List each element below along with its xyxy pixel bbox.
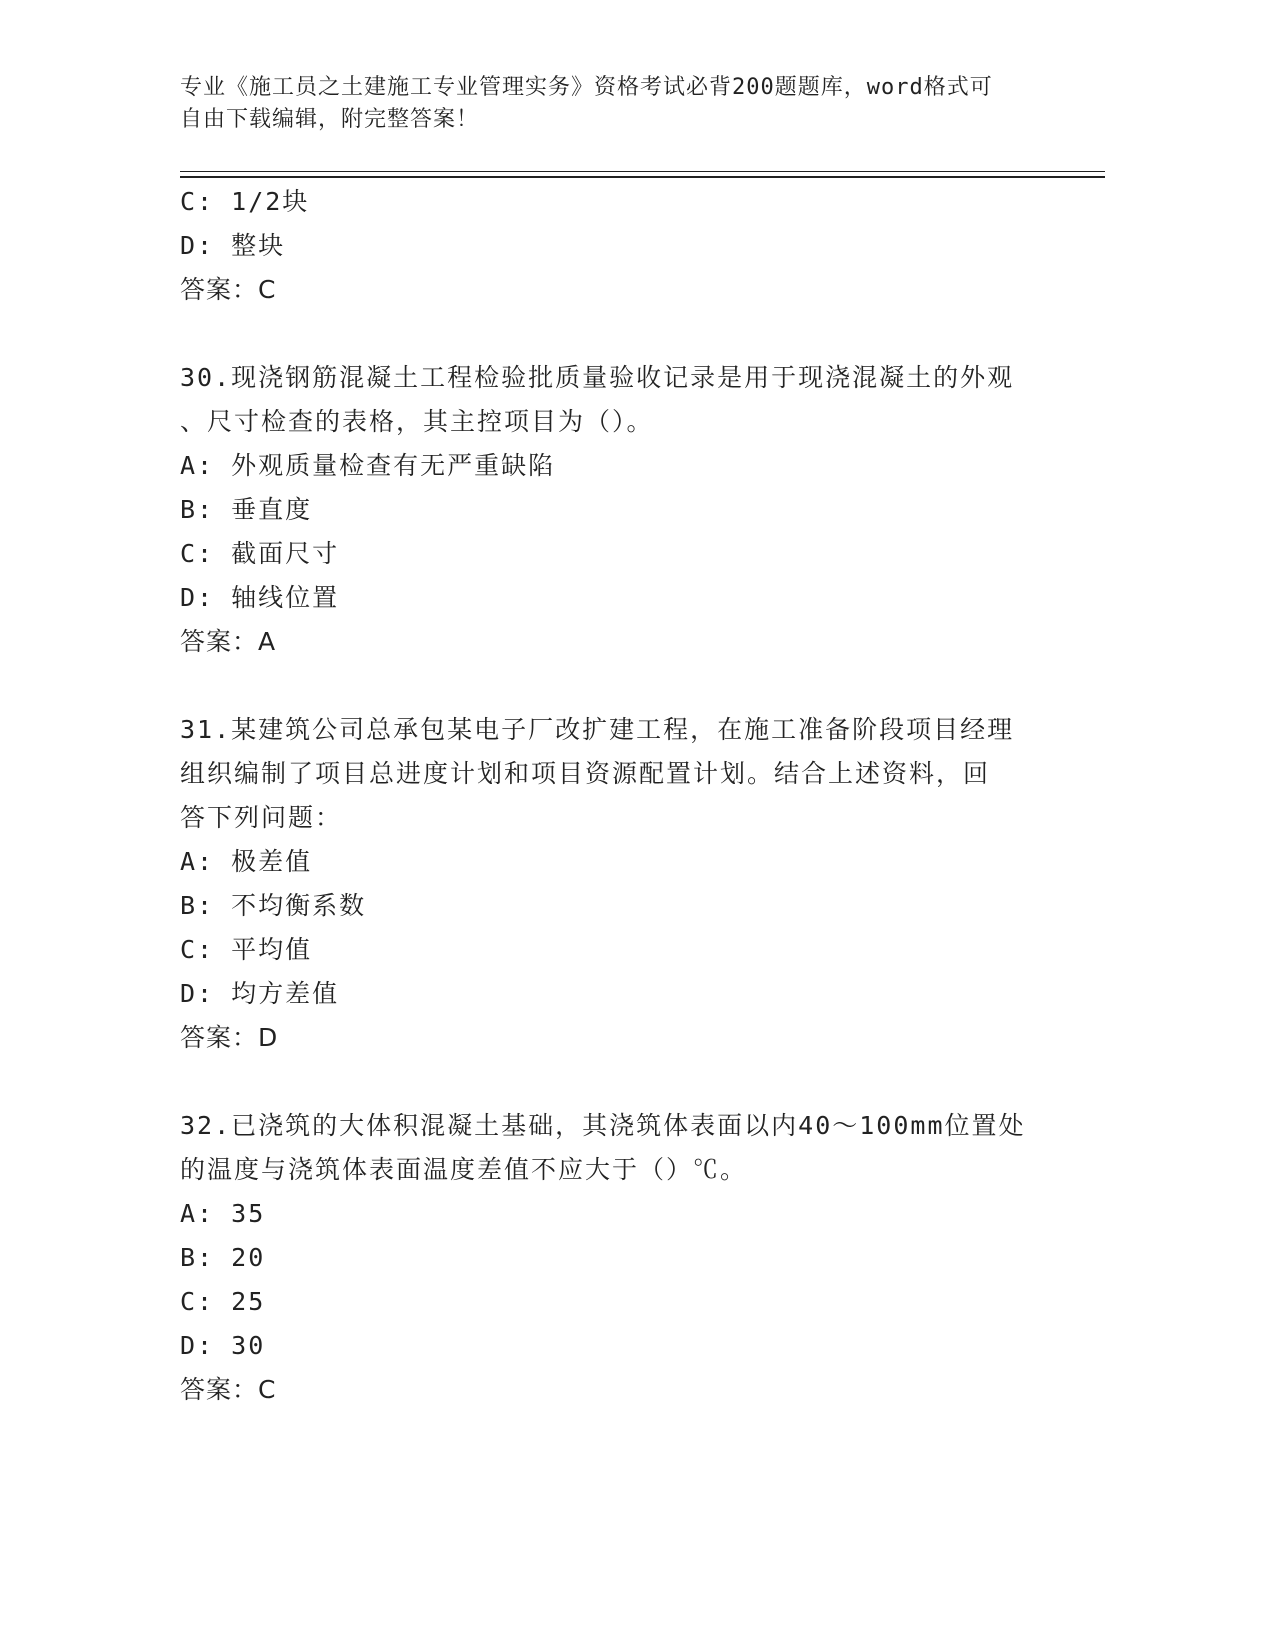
- option-b: B: 垂直度: [180, 495, 313, 524]
- question-text-line-1: 31.某建筑公司总承包某电子厂改扩建工程，在施工准备阶段项目经理: [180, 715, 1015, 744]
- option-d: D: 整块: [180, 231, 286, 260]
- question-31: [180, 708, 1040, 1060]
- header-title-line-2: 自由下载编辑，附完整答案！: [180, 107, 480, 132]
- question-text-line-2: 的温度与浇筑体表面温度差值不应大于（）℃。: [180, 1155, 748, 1184]
- answer-line: 答案：C: [180, 275, 277, 304]
- option-a: A: 35: [180, 1199, 266, 1228]
- option-c: C: 截面尺寸: [180, 539, 340, 568]
- answer-line: 答案：A: [180, 627, 277, 656]
- question-32: [180, 1104, 1040, 1412]
- option-c: C: 25: [180, 1287, 266, 1316]
- question-30: [180, 356, 1040, 664]
- question-text-line-2: 、尺寸检查的表格，其主控项目为（）。: [180, 407, 654, 436]
- option-d: D: 均方差值: [180, 979, 340, 1008]
- header-title-line-1: 专业《施工员之土建施工专业管理实务》资格考试必背200题题库，word格式可: [180, 75, 993, 100]
- option-d: D: 30: [180, 1331, 266, 1360]
- answer-line: 答案：C: [180, 1375, 277, 1404]
- option-b: B: 20: [180, 1243, 266, 1272]
- question-text-line-1: 30.现浇钢筋混凝土工程检验批质量验收记录是用于现浇混凝土的外观: [180, 363, 1015, 392]
- header-divider-thin: [180, 171, 1105, 172]
- question-text-line-3: 答下列问题：: [180, 803, 343, 832]
- option-d: D: 轴线位置: [180, 583, 340, 612]
- option-b: B: 不均衡系数: [180, 891, 367, 920]
- option-a: A: 极差值: [180, 847, 313, 876]
- question-text-line-2: 组织编制了项目总进度计划和项目资源配置计划。结合上述资料，回: [180, 759, 991, 788]
- question-text-line-1: 32.已浇筑的大体积混凝土基础，其浇筑体表面以内40～100mm位置处: [180, 1111, 1026, 1140]
- prev-question-tail: [180, 180, 1040, 312]
- document-header: [180, 72, 1040, 136]
- document-body: [180, 180, 1040, 1412]
- answer-line: 答案：D: [180, 1023, 279, 1052]
- option-c: C: 平均值: [180, 935, 313, 964]
- header-divider-thick: [180, 176, 1105, 178]
- option-a: A: 外观质量检查有无严重缺陷: [180, 451, 556, 480]
- option-c: C: 1/2块: [180, 187, 310, 216]
